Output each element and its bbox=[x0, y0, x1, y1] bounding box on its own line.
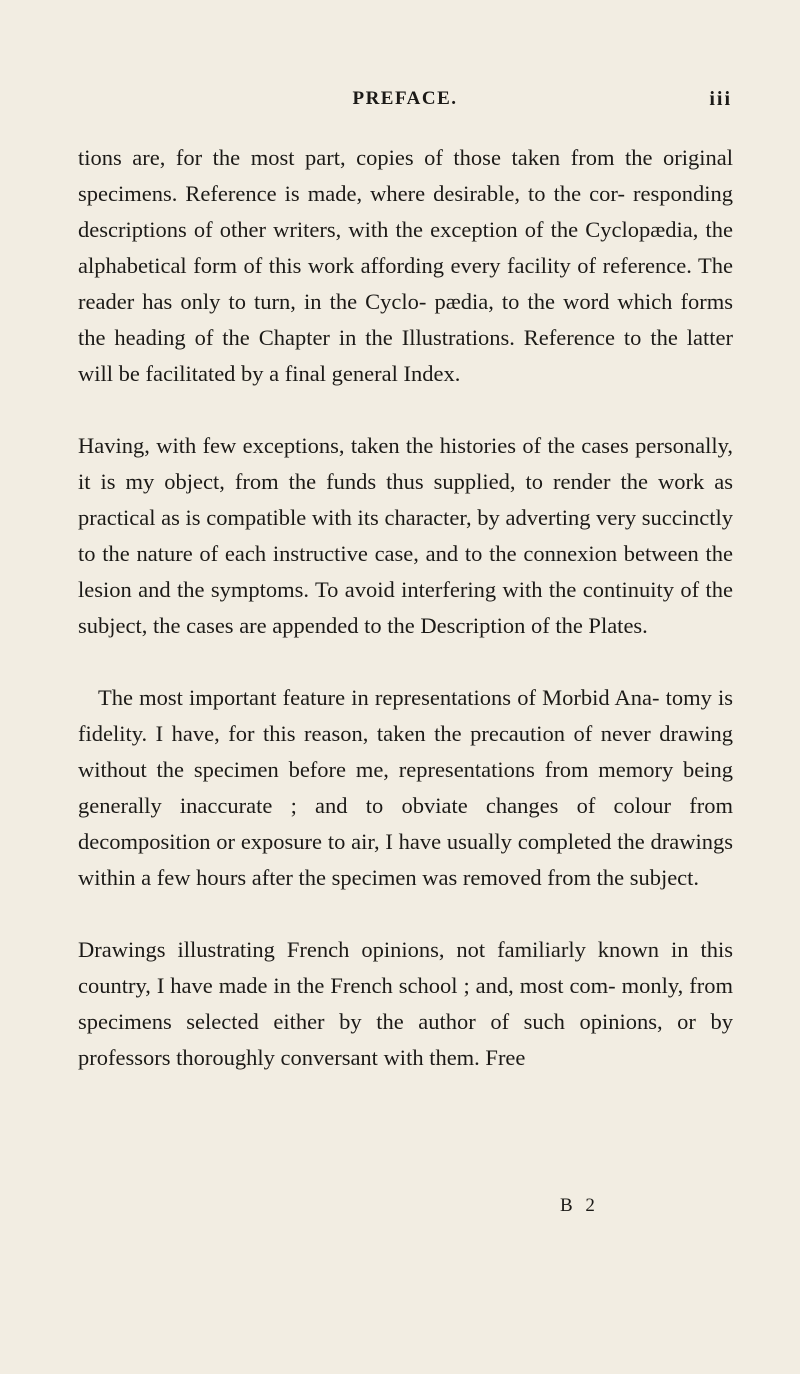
paragraph-4: Drawings illustrating French opinions, not familiarly known in this country, I have made in the French school ; and, most com- monly, from specimens selected either by the author of such opinions, or by professors thoroughly conversant with them. Free bbox=[78, 937, 733, 1070]
paragraph-spacer bbox=[78, 392, 733, 428]
running-title: PREFACE. bbox=[352, 88, 458, 109]
body-text bbox=[78, 140, 733, 1076]
paragraph-spacer bbox=[78, 896, 733, 932]
running-head bbox=[78, 88, 732, 118]
paragraph-1: tions are, for the most part, copies of those taken from the original specimens. Reference is made, where desirable, to the cor- responding descriptions of other writers, with the exception of the Cyclopædia, the alphabetical form of this work affording every facility of reference. The reader has only to turn, in the Cyclo- pædia, to the word which forms the heading of the Chapter in the Illustrations. Reference to the latter will be facilitated by a final general Index. bbox=[78, 145, 733, 386]
page-number: iii bbox=[709, 88, 732, 110]
signature-mark: B 2 bbox=[560, 1195, 599, 1216]
paragraph-spacer bbox=[78, 644, 733, 680]
paragraph-2: Having, with few exceptions, taken the histories of the cases personally, it is my object, from the funds thus supplied, to render the work as practical as is compatible with its character, by adverting very succinctly to the nature of each instructive case, and to the connexion between the lesion and the symptoms. To avoid interfering with the continuity of the subject, the cases are appended to the Description of the Plates. bbox=[78, 433, 733, 638]
paragraph-3: The most important feature in representations of Morbid Ana- tomy is fidelity. I have, for this reason, taken the precaution of never drawing without the specimen before me, representations from memory being generally inaccurate ; and to obviate changes of colour from decomposition or exposure to air, I have usually completed the drawings within a few hours after the specimen was removed from the subject. bbox=[78, 685, 733, 890]
